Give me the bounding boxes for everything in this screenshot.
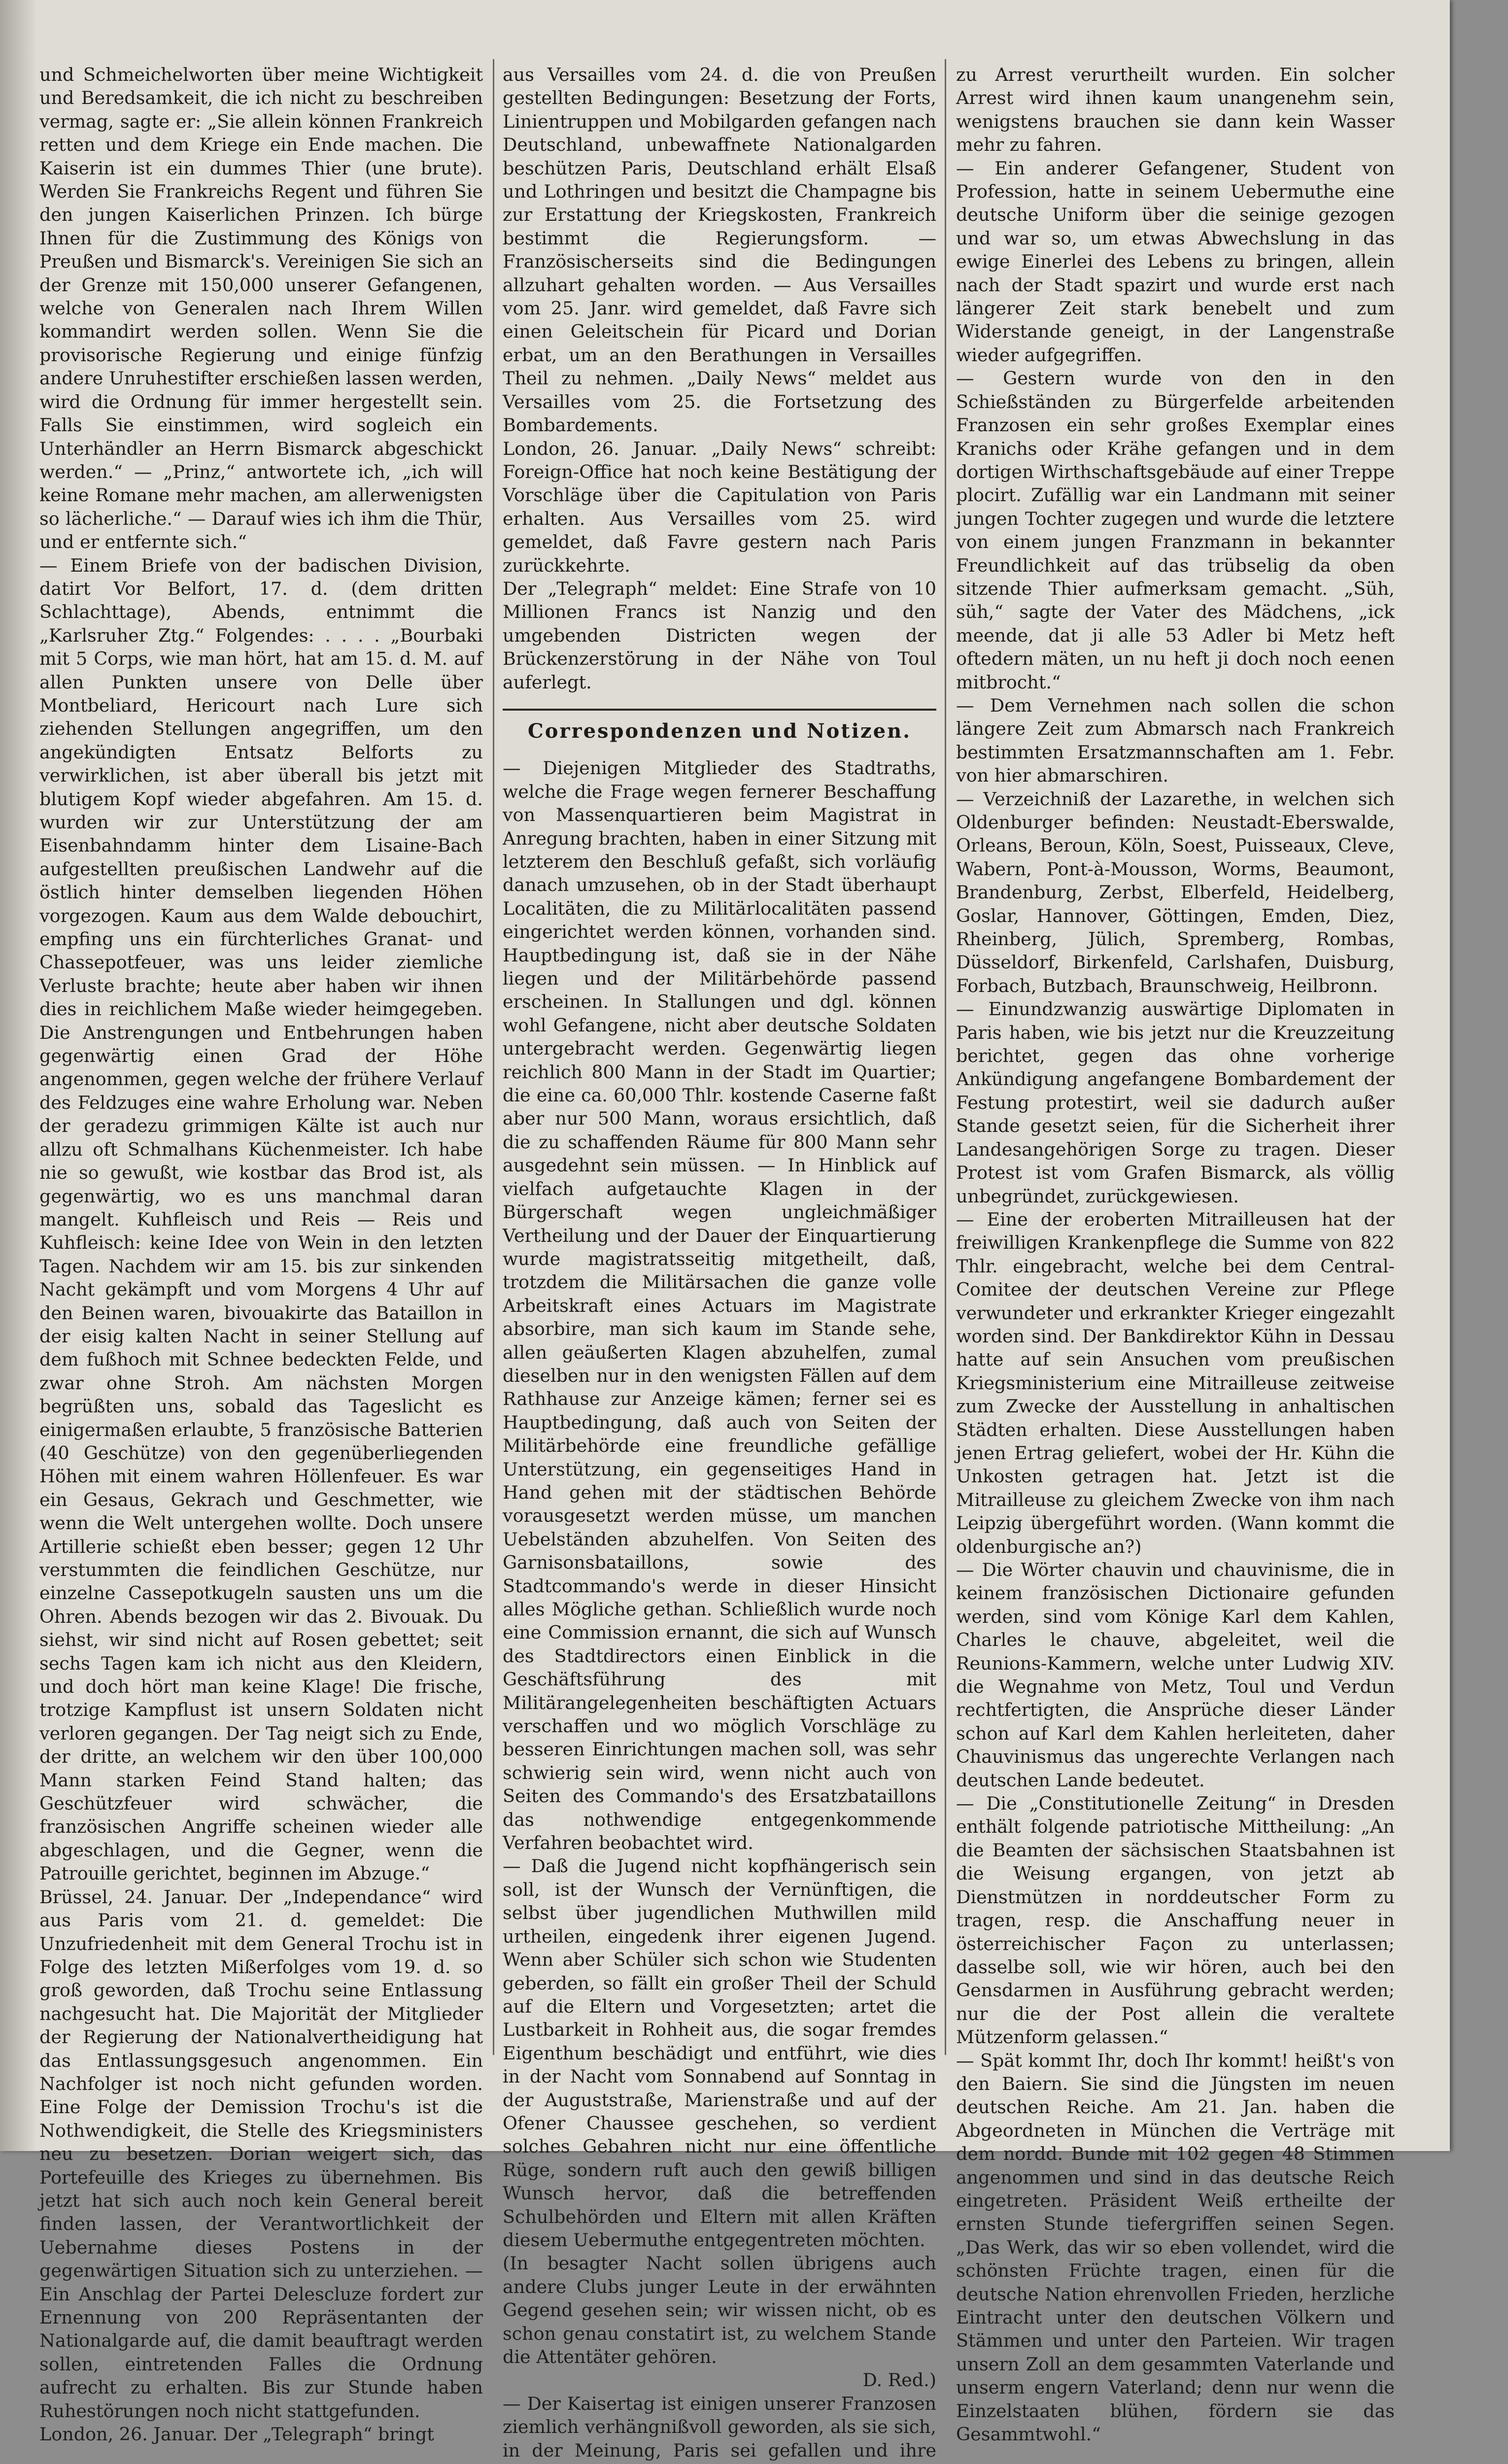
paragraph: — Verzeichniß der Lazarethe, in welchen sich Oldenburger befinden: Neustadt-Eberswalde, Orleans, Beroun, Köln, Soest, Puisseaux, Cleve, Wabern, Pont-à-Mousson, Worms, Beaumont, Brandenburg, Zerbst, Elberfeld, Heidelberg, Goslar, Hannover, Göttingen, Emden, Diez, Rheinberg, Jülich, Spremberg, Rombas, Düsseldorf, Birkenfeld, Carlshafen, Duisburg, Forbach, Butzbach, Braunschweig, Heilbronn. [956, 788, 1395, 996]
paragraph: zu Arrest verurtheilt wurden. Ein solcher Arrest wird ihnen kaum unangenehm sein, wenigstens brauchen sie dann kein Wasser mehr zu fahren. [956, 64, 1395, 156]
page-fold-shadow [0, 0, 35, 2151]
section-heading: Correspondenzen und Notizen. [527, 719, 912, 743]
column-divider [493, 59, 494, 2055]
paragraph: — Dem Vernehmen nach sollen die schon längere Zeit zum Abmarsch nach Frankreich bestimmten Ersatzmannschaften am 1. Febr. von hier abmarschiren. [956, 694, 1395, 787]
paragraph: und Schmeichelworten über meine Wichtigkeit und Beredsamkeit, die ich nicht zu beschreiben vermag, sagte er: „Sie allein können Frankreich retten und dem Kriege ein Ende machen. Die Kaiserin ist ein dummes Thier (une brute). Werden Sie Frankreichs Regent und führen Sie den jungen Kaiserlichen Prinzen. Ich bürge Ihnen für die Zustimmung des Königs von Preußen und Bismarck's. Vereinigen Sie sich an der Grenze mit 150,000 unserer Gefangenen, welche von Generalen nach Ihrem Willen kommandirt werden sollen. Wenn Sie die provisorische Regierung und einige fünfzig andere Unruhestifter erschießen lassen werden, wird die Ordnung für immer hergestellt sein. Falls Sie einstimmen, wird sogleich ein Unterhändler an Herrn Bismarck abgeschickt werden.“ — „Prinz,“ antwortete ich, „ich will keine Romane mehr machen, am allerwenigsten so lächerliche.“ — Darauf wies ich ihm die Thür, und er entfernte sich.“ [39, 64, 483, 553]
column-2 [503, 63, 936, 2464]
paragraph: (In besagter Nacht sollen übrigens auch andere Clubs junger Leute in der erwähnten Gegend gesehen sein; wir wissen nicht, ob es schon genau constatirt ist, zu welchem Stande die Attentäter gehören. [503, 2253, 936, 2367]
column-1 [39, 63, 483, 2446]
paragraph: — Einundzwanzig auswärtige Diplomaten in Paris haben, wie bis jetzt nur die Kreuzzeitung berichtet, gegen das ohne vorherige Ankündigung angefangene Bombardement der Festung protestirt, weil sie dadurch außer Stande gesetzt seien, für die Sicherheit ihrer Landesangehörigen Sorge zu tragen. Dieser Protest ist vom Grafen Bismarck, als völlig unbegründet, zurückgewiesen. [956, 998, 1395, 1207]
column-divider [945, 59, 946, 2055]
column-3 [956, 63, 1395, 2446]
section-rule [503, 709, 936, 711]
paragraph: — Spät kommt Ihr, doch Ihr kommt! heißt's von den Baiern. Sie sind die Jüngsten im neuen deutschen Reiche. Am 21. Jan. haben die Abgeordneten in München die Verträge mit dem nordd. Bunde mit 102 gegen 48 Stimmen angenommen und sind in das deutsche Reich eingetreten. Präsident Weiß ertheilte der ernsten Stunde tiefergriffen seinen Segen. „Das Werk, das wir so eben vollendet, wird die schönsten Früchte tragen, einen für die deutsche Nation ehrenvollen Frieden, herzliche Eintracht unter den deutschen Völkern und Stämmen und unter den Parteien. Wir tragen unsern Zoll an dem gesammten Vaterlande und unserm engern Vaterland; denn nur wenn die Einzelstaaten blühen, fördern sie das Gesammtwohl.“ [956, 2050, 1395, 2445]
paragraph: Brüssel, 24. Januar. Der „Independance“ wird aus Paris vom 21. d. gemeldet: Die Unzufriedenheit mit dem General Trochu ist in Folge des letzten Mißerfolges vom 19. d. so groß geworden, daß Trochu seine Entlassung nachgesucht hat. Die Majorität der Mitglieder der Regierung der Nationalvertheidigung hat das Entlassungsgesuch angenommen. Ein Nachfolger ist noch nicht gefunden worden. Eine Folge der Demission Trochu's ist die Nothwendigkeit, die Stelle des Kriegsministers neu zu besetzen. Dorian weigert sich, das Portefeuille des Krieges zu übernehmen. Bis jetzt hat sich auch noch kein General bereit finden lassen, der Verantwortlichkeit der Uebernahme dieses Postens in der gegenwärtigen Situation sich zu unterziehen. — Ein Anschlag der Partei Delescluze fordert zur Ernennung von 200 Repräsentanten der Nationalgarde auf, die damit beauftragt werden sollen, eintretenden Falles die Ordnung aufrecht zu erhalten. Bis zur Stunde haben Ruhestörungen noch nicht stattgefunden. [39, 1886, 483, 2422]
editor-signature: D. Red.) [862, 2369, 936, 2391]
paragraph: — Eine der eroberten Mitrailleusen hat der freiwilligen Krankenpflege die Summe von 822 Thlr. eingebracht, welche bei dem Central-Comitee der deutschen Vereine zur Pflege verwundeter und erkrankter Krieger eingezahlt worden sind. Der Bankdirektor Kühn in Dessau hatte auf sein Ansuchen vom preußischen Kriegsministerium eine Mitrailleuse zeitweise zum Zwecke der Ausstellung in anhaltischen Städten erhalten. Diese Ausstellungen haben jenen Ertrag geliefert, wobei der Hr. Kühn die Unkosten getragen hat. Jetzt ist die Mitrailleuse zu gleichem Zwecke von ihm nach Leipzig übergeführt worden. (Wann kommt die oldenburgische an?) [956, 1208, 1395, 1557]
paragraph: — Gestern wurde von den in den Schießständen zu Bürgerfelde arbeitenden Franzosen ein sehr großes Exemplar eines Kranichs oder Krähe gefangen und in dem dortigen Wirthschaftsgebäude auf einer Treppe plocirt. Zufällig war ein Landmann mit seiner jungen Tochter zugegen und wurde die letztere von einem jungen Franzmann in bekannter Freundlichkeit auf das trübselig da oben sitzende Thier aufmerksam gemacht. „Süh, süh,“ sagte der Vater des Mädchens, „ick meende, dat ji alle 53 Adler bi Metz heft oftedern mäten, un nu heft ji doch noch eenen mitbrocht.“ [956, 368, 1395, 693]
paragraph: — Einem Briefe von der badischen Division, datirt Vor Belfort, 17. d. (dem dritten Schlachttage), Abends, entnimmt die „Karlsruher Ztg.“ Folgendes: . . . . „Bourbaki mit 5 Corps, wie man hört, hat am 15. d. M. auf allen Punkten unsere von Delle über Montbeliard, Hericourt nach Lure sich ziehenden Stellungen angegriffen, um den angekündigten Entsatz Belforts zu verwirklichen, ist aber überall bis jetzt mit blutigem Kopf wieder abgefahren. Am 15. d. wurden wir zur Unterstützung der am Eisenbahndamm hinter dem Lisaine-Bach aufgestellten preußischen Landwehr auf die östlich hinter demselben liegenden Höhen vorgezogen. Kaum aus dem Walde debouchirt, empfing uns ein fürchterliches Granat- und Chassepotfeuer, was uns leider ziemliche Verluste brachte; heute aber haben wir ihnen dies in reichlichem Maße wieder heimgegeben. Die Anstrengungen und Entbehrungen haben gegenwärtig einen Grad der Höhe angenommen, gegen welche der frühere Verlauf des Feldzuges eine wahre Erholung war. Neben der geradezu grimmigen Kälte ist auch nur allzu oft Schmalhans Küchenmeister. Ich habe nie so gewußt, wie kostbar das Brod ist, als gegenwärtig, wo es uns manchmal daran mangelt. Kuhfleisch und Reis — Reis und Kuhfleisch: keine Idee von Wein in den letzten Tagen. Nachdem wir am 15. bis zur sinkenden Nacht gekämpft und vom Morgens 4 Uhr auf den Beinen waren, bivouakirte das Bataillon in der eisig kalten Nacht in seiner Stellung auf dem fußhoch mit Schnee bedeckten Felde, und zwar ohne Stroh. Am nächsten Morgen begrüßten uns, sobald das Tageslicht es einigermaßen erlaubte, 5 französische Batterien (40 Geschütze) von den gegenüberliegenden Höhen mit einem wahren Höllenfeuer. Es war ein Gesaus, Gekrach und Geschmetter, wie wenn die Welt untergehen wollte. Doch unsere Artillerie schießt eben besser; gegen 12 Uhr verstummten die feindlichen Geschütze, nur einzelne Cassepotkugeln sausten uns um die Ohren. Abends bezogen wir das 2. Bivouak. Du siehst, wir sind nicht auf Rosen gebettet; seit sechs Tagen kam ich nicht aus den Kleidern, und doch hört man keine Klage! Die frische, trotzige Kampflust ist unsern Soldaten nicht verloren gegangen. Der Tag neigt sich zu Ende, der dritte, an welchem wir den über 100,000 Mann starken Feind Stand halten; das Geschützfeuer wird schwächer, die französischen Angriffe scheinen wieder alle abgeschlagen, und die Gegner, wenn die Patrouille gerichtet, beginnen im Abzuge.“ [39, 554, 483, 1884]
paragraph: aus Versailles vom 24. d. die von Preußen gestellten Bedingungen: Besetzung der Forts, Linientruppen und Mobilgarden gefangen nach Deutschland, unbewaffnete Nationalgarden beschützen Paris, Deutschland erhält Elsaß und Lothringen und besitzt die Champagne bis zur Erstattung der Kriegskosten, Frankreich bestimmt die Regierungsform. — Französischerseits sind die Bedingungen allzuhart gehalten worden. — Aus Versailles vom 25. Janr. wird gemeldet, daß Favre sich einen Geleitschein für Picard und Dorian erbat, um an den Berathungen in Versailles Theil zu nehmen. „Daily News“ meldet aus Versailles vom 25. die Fortsetzung des Bombardements. [503, 64, 936, 436]
paragraph: — Diejenigen Mitglieder des Stadtraths, welche die Frage wegen fernerer Beschaffung von Massenquartieren beim Magistrat in Anregung brachten, haben in einer Sitzung mit letzterem den Beschluß gefaßt, sich vorläufig danach umzusehen, ob in der Stadt überhaupt Localitäten, die zu Militärlocalitäten passend eingerichtet werden können, vorhanden sind. Hauptbedingung ist, daß sie in der Nähe liegen und der Militärbehörde passend erscheinen. In Stallungen und dgl. können wohl Gefangene, nicht aber deutsche Soldaten untergebracht werden. Gegenwärtig liegen reichlich 800 Mann in der Stadt im Quartier; die eine ca. 60,000 Thlr. kostende Caserne faßt aber nur 500 Mann, woraus ersichtlich, daß die zu schaffenden Räume für 800 Mann sehr ausgedehnt sein müssen. — In Hinblick auf vielfach aufgetauchte Klagen in der Bürgerschaft wegen ungleichmäßiger Vertheilung und der Dauer der Einquartierung wurde magistratsseitig mitgetheilt, daß, trotzdem die Militärsachen die ganze volle Arbeitskraft eines Actuars im Magistrate absorbire, man sich kaum im Stande sehe, allen geäußerten Klagen abzuhelfen, zumal dieselben nur in den wenigsten Fällen auf dem Rathhause zur Anzeige kämen; ferner sei es Hauptbedingung, daß auch von Seiten der Militärbehörde eine freundliche gefällige Unterstützung, ein gegenseitiges Hand in Hand gehen mit der städtischen Behörde vorausgesetzt werden müsse, um manchen Uebelständen abzuhelfen. Von Seiten des Garnisonsbataillons, sowie des Stadtcommando's werde in dieser Hinsicht alles Mögliche gethan. Schließlich wurde noch eine Commission ernannt, die sich auf Wunsch des Stadtdirectors einen Einblick in die Geschäftsführung des mit Militärangelegenheiten beschäftigten Actuars verschaffen und wo möglich Vorschläge zu besseren Einrichtungen machen soll, was sehr schwierig sein wird, wenn nicht auch von Seiten des Commando's des Ersatzbataillons das nothwendige entgegenkommende Verfahren beobachtet wird. [503, 757, 936, 1854]
paragraph: — Die „Constitutionelle Zeitung“ in Dresden enthält folgende patriotische Mittheilung: „An die Beamten der sächsischen Staatsbahnen ist die Weisung ergangen, von jetzt ab Dienstmützen in norddeutscher Form zu tragen, resp. die Anschaffung neuer in österreichischer Façon zu unterlassen; dasselbe soll, wie wir hören, auch bei den Gensdarmen in Ausführung gebracht werden; nur die der Post allein die veraltete Mützenform gelassen.“ [956, 1793, 1395, 2048]
paragraph: London, 26. Januar. „Daily News“ schreibt: Foreign-Office hat noch keine Bestätigung der Vorschläge über die Capitulation von Paris erhalten. Aus Versailles vom 25. wird gemeldet, daß Favre gestern nach Paris zurückkehrte. [503, 438, 936, 576]
paragraph: — Daß die Jugend nicht kopfhängerisch sein soll, ist der Wunsch der Vernünftigen, die selbst über jugendlichen Muthwillen mild urtheilen, eingedenk ihrer eigenen Jugend. Wenn aber Schüler sich schon wie Studenten geberden, so fällt ein großer Theil der Schuld auf die Eltern und Vorgesetzten; artet die Lustbarkeit in Rohheit aus, die sogar fremdes Eigenthum beschädigt und entführt, wie dies in der Nacht vom Sonnabend auf Sonntag in der Auguststraße, Marienstraße und auf der Ofener Chaussee geschehen, so verdient solches Gebahren nicht nur eine öffentliche Rüge, sondern ruft auch den gewiß billigen Wunsch hervor, daß die betreffenden Schulbehörden und Eltern mit allen Kräften diesem Uebermuthe entgegentreten möchten. [503, 1855, 936, 2251]
paragraph: Der „Telegraph“ meldet: Eine Strafe von 10 Millionen Francs ist Nanzig und den umgebenden Districten wegen der Brückenzerstörung in der Nähe von Toul auferlegt. [503, 578, 936, 693]
paragraph: London, 26. Januar. Der „Telegraph“ bringt [39, 2424, 434, 2445]
paragraph: — Ein anderer Gefangener, Student von Profession, hatte in seinem Uebermuthe eine deutsche Uniform über die seinige gezogen und war so, um etwas Abwechslung in das ewige Einerlei des Lebens zu bringen, allein nach der Stadt spazirt und wurde erst nach längerer Zeit stark benebelt und zum Widerstande geneigt, in der Langenstraße wieder aufgegriffen. [956, 157, 1395, 366]
paragraph: — Der Kaisertag ist einigen unserer Franzosen ziemlich verhängnißvoll geworden, als sie sich, in der Meinung, Paris sei gefallen und ihre [503, 2393, 936, 2461]
paragraph: — Die Wörter chauvin und chauvinisme, die in keinem französischen Dictionaire gefunden werden, sind vom Könige Karl dem Kahlen, Charles le chauve, abgeleitet, weil die Reunions-Kammern, welche unter Ludwig XIV. die Wegnahme von Metz, Toul und Verdun rechtfertigten, die Ansprüche dieser Länder schon auf Karl dem Kahlen herleiteten, daher Chauvinismus das ungerechte Verlangen nach deutschen Lande bedeutet. [956, 1559, 1395, 1791]
